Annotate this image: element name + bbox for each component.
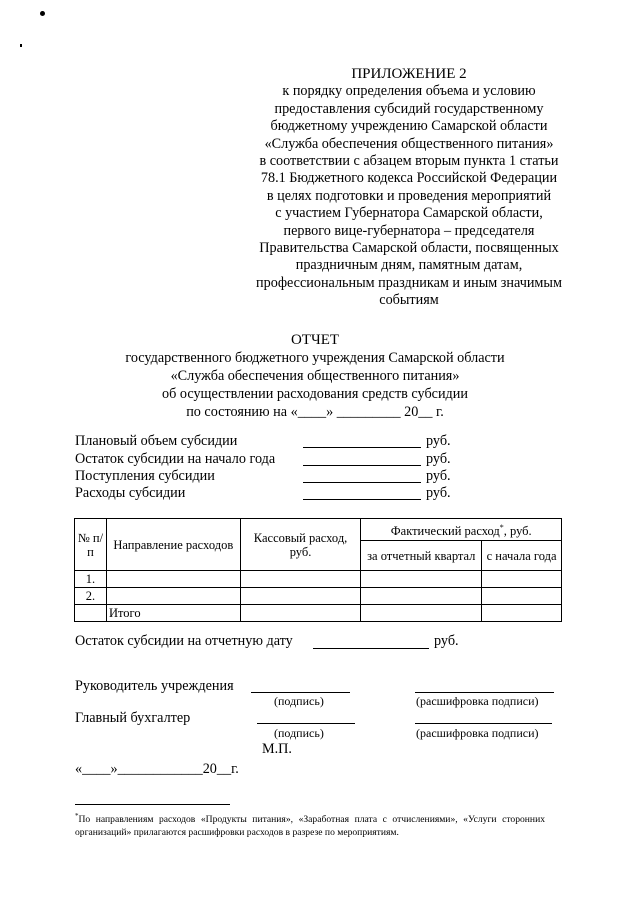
- header-direction: Направление расходов: [106, 519, 240, 571]
- field-unit: руб.: [426, 468, 451, 484]
- head-label: Руководитель учреждения: [75, 678, 234, 694]
- table-cell: [106, 588, 240, 605]
- appendix-line: «Служба обеспечения общественного питания»: [264, 135, 554, 152]
- table-cell: [75, 605, 107, 622]
- head-signature-line: [251, 692, 350, 693]
- appendix-line: первого вице-губернатора – председателя: [283, 222, 535, 239]
- report-line: об осуществлении расходования средств субсидии: [162, 386, 468, 402]
- appendix-line: предоставления субсидий государственному: [274, 100, 544, 117]
- field-unit: руб.: [426, 451, 451, 467]
- field-blank: [303, 499, 421, 500]
- field-unit: руб.: [426, 433, 451, 449]
- appendix-line: бюджетному учреждению Самарской области: [270, 118, 548, 135]
- decoding-caption: (расшифровка подписи): [416, 694, 539, 708]
- appendix-line: в целях подготовки и проведения мероприятий: [266, 187, 552, 204]
- report-header: [60, 331, 570, 421]
- expense-table: [74, 518, 562, 622]
- table-cell: [361, 605, 482, 622]
- table-cell: [240, 588, 361, 605]
- report-line: «Служба обеспечения общественного питания»: [170, 368, 460, 384]
- balance-unit: руб.: [434, 633, 459, 649]
- appendix-line: праздничным дням, памятным датам,: [295, 257, 523, 274]
- balance-blank: [313, 648, 429, 649]
- appendix-line: Правительства Самарской области, посвященных: [259, 240, 559, 257]
- field-expenses: [75, 485, 495, 503]
- field-label: Поступления субсидии: [75, 468, 215, 484]
- header-actual-expense: [361, 519, 562, 541]
- accountant-signature-line: [257, 723, 355, 724]
- scan-speck: [40, 11, 45, 16]
- decoding-caption: (расшифровка подписи): [416, 726, 539, 740]
- appendix-header: [200, 66, 618, 310]
- header-year: с начала года: [482, 541, 562, 571]
- table-cell: [106, 571, 240, 588]
- appendix-line: событиям: [379, 292, 439, 309]
- date-line: «____»____________20__г.: [75, 761, 239, 777]
- field-opening-balance: [75, 451, 495, 469]
- row-number: 1.: [75, 571, 107, 588]
- report-date-line: по состоянию на «____» _________ 20__ г.: [186, 404, 444, 420]
- appendix-line: к порядку определения объема и условию: [282, 83, 536, 100]
- signature-caption: (подпись): [274, 694, 324, 708]
- head-decoding-line: [415, 692, 554, 693]
- appendix-line: в соответствии с абзацем вторым пункта 1 статьи: [259, 153, 559, 170]
- accountant-decoding-line: [415, 723, 552, 724]
- appendix-line: профессиональным праздникам и иным значимым: [256, 274, 562, 291]
- header-cash-expense: Кассовый расход, руб.: [240, 519, 361, 571]
- field-planned-subsidy: [75, 433, 495, 451]
- footnote-mark: *: [499, 522, 504, 532]
- report-title: ОТЧЕТ: [290, 332, 340, 348]
- report-line: государственного бюджетного учреждения Самарской области: [125, 350, 505, 366]
- footnote: [75, 810, 545, 839]
- footnote-mark: *: [75, 812, 79, 820]
- accountant-label: Главный бухгалтер: [75, 710, 191, 726]
- table-cell: [240, 605, 361, 622]
- header-number: № п/п: [75, 519, 107, 571]
- table-cell: [482, 588, 562, 605]
- field-blank: [303, 482, 421, 483]
- footnote-text: По направлениям расходов «Продукты питания», «Заработная плата с отчислениями», «Услуги сторонних организаций» прилагаются расшифровки расходов в разрезе по мероприятиям.: [75, 814, 545, 839]
- table-cell: [240, 571, 361, 588]
- field-blank: [303, 447, 421, 448]
- header-actual-label: Фактический расход: [390, 524, 500, 539]
- scan-speck: [20, 44, 22, 47]
- table-cell: [361, 571, 482, 588]
- field-label: Расходы субсидии: [75, 485, 186, 501]
- field-label: Остаток субсидии на начало года: [75, 451, 276, 467]
- seal-mark: М.П.: [262, 741, 292, 757]
- footnote-rule: [75, 804, 230, 805]
- appendix-title: ПРИЛОЖЕНИЕ 2: [351, 66, 467, 82]
- table-cell: [482, 571, 562, 588]
- appendix-line: с участием Губернатора Самарской области,: [275, 205, 543, 222]
- field-unit: руб.: [426, 485, 451, 501]
- table-cell: [361, 588, 482, 605]
- table-cell: [482, 605, 562, 622]
- header-actual-unit: , руб.: [503, 524, 532, 539]
- balance-label: Остаток субсидии на отчетную дату: [75, 633, 293, 649]
- field-receipts: [75, 468, 495, 486]
- header-period: за отчетный квартал: [361, 541, 482, 571]
- signature-caption: (подпись): [274, 726, 324, 740]
- total-label: Итого: [106, 605, 240, 622]
- field-label: Плановый объем субсидии: [75, 433, 238, 449]
- row-number: 2.: [75, 588, 107, 605]
- appendix-line: 78.1 Бюджетного кодекса Российской Федерации: [260, 170, 558, 187]
- field-blank: [303, 465, 421, 466]
